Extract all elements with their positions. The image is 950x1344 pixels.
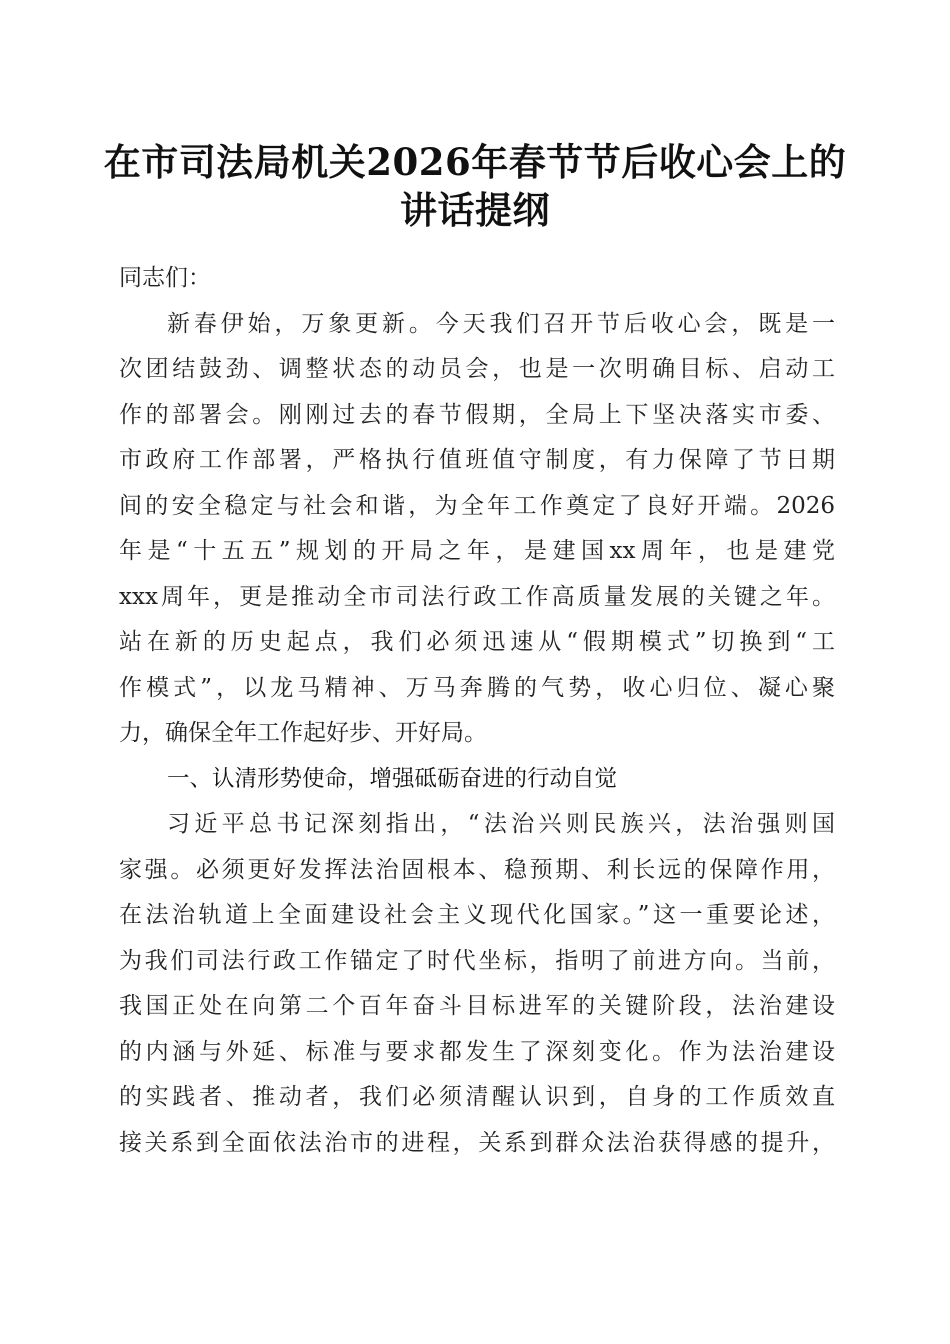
paragraph-line: 站在新的历史起点，我们必须迅速从“假期模式”切换到“工 xyxy=(119,629,835,655)
salutation: 同志们： xyxy=(119,265,211,291)
title-line: 在市司法局机关2026年春节节后收心会上的 xyxy=(103,140,847,184)
paragraph-line: xxx周年，更是推动全市司法行政工作高质量发展的关键之年。 xyxy=(119,583,835,610)
paragraph-line: 次团结鼓劲、调整状态的动员会，也是一次明确目标、启动工 xyxy=(119,356,835,382)
document-body xyxy=(119,256,835,1166)
paragraph-line: 家强。必须更好发挥法治固根本、稳预期、利长远的保障作用， xyxy=(119,856,835,883)
title-line: 讲话提纲 xyxy=(400,188,550,232)
paragraph-line: 间的安全稳定与社会和谐，为全年工作奠定了良好开端。2026 xyxy=(119,492,835,519)
paragraph-line: 市政府工作部署，严格执行值班值守制度，有力保障了节日期 xyxy=(119,447,835,473)
paragraph-line: 我国正处在向第二个百年奋斗目标进军的关键阶段，法治建设 xyxy=(119,993,835,1019)
paragraph-line: 的内涵与外延、标准与要求都发生了深刻变化。作为法治建设 xyxy=(119,1038,835,1065)
paragraph-line: 力，确保全年工作起好步、开好局。 xyxy=(119,720,487,746)
paragraph-line: 接关系到全面依法治市的进程，关系到群众法治获得感的提升， xyxy=(119,1129,835,1156)
paragraph-line: 习近平总书记深刻指出，“法治兴则民族兴，法治强则国 xyxy=(167,811,835,837)
paragraph-line: 在法治轨道上全面建设社会主义现代化国家。”这一重要论述， xyxy=(119,902,835,928)
paragraph-line: 作的部署会。刚刚过去的春节假期，全局上下坚决落实市委、 xyxy=(119,401,835,428)
paragraph-line: 年是“十五五”规划的开局之年，是建国xx周年，也是建党 xyxy=(119,538,835,564)
paragraph-line: 新春伊始，万象更新。今天我们召开节后收心会，既是一 xyxy=(167,310,835,337)
document-title xyxy=(100,138,850,234)
paragraph-line: 为我们司法行政工作锚定了时代坐标，指明了前进方向。当前， xyxy=(119,947,835,974)
section-heading: 一、认清形势使命，增强砥砺奋进的行动自觉 xyxy=(167,765,618,792)
paragraph-line: 的实践者、推动者，我们必须清醒认识到，自身的工作质效直 xyxy=(119,1084,835,1110)
paragraph-line: 作模式”，以龙马精神、万马奔腾的气势，收心归位、凝心聚 xyxy=(119,674,835,701)
